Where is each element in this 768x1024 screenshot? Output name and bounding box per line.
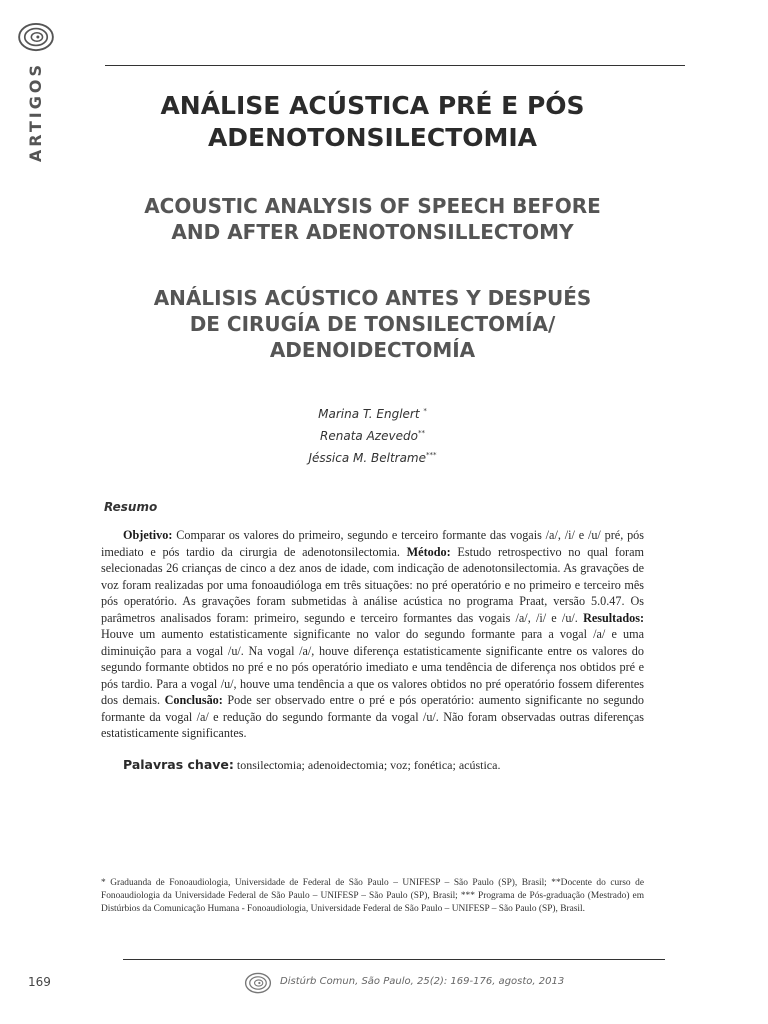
journal-logo-icon <box>17 22 55 52</box>
title-line: ADENOIDECTOMÍA <box>269 338 476 362</box>
title-english <box>100 193 645 245</box>
page-number: 169 <box>28 975 51 989</box>
objective-label: Objetivo: <box>123 528 173 542</box>
author: Jéssica M. Beltrame*** <box>308 451 437 465</box>
conclusion-text: Pode ser observado entre o pré e pós operatório: aumento significante no segundo formante da vogal /a/ e redução do segundo formante da vogal /u/. Não foram observadas outras diferenças estatisticamente significantes. <box>101 693 645 740</box>
results-text: Houve um aumento estatisticamente significante no valor do segundo formante para a vogal /a/ e uma diminuição para a vogal /u/. Na vogal /a/, houve diferença estatisticamente significante entre os valores do segundo formante obtidos no pré e no pós operatório imediato e uma tendência de diferença nos obtidos pré e pós tardio. Para a vogal /u/, houve uma tendência a que os valores obtidos no pré operatório fossem diferentes dos demais. <box>101 627 644 707</box>
method-label: Método: <box>406 544 451 559</box>
title-line: AND AFTER ADENOTONSILLECTOMY <box>171 220 574 244</box>
results-label: Resultados: <box>583 610 645 625</box>
keywords-label: Palavras chave: <box>123 757 234 772</box>
journal-logo-icon <box>244 972 272 994</box>
keywords <box>123 757 500 773</box>
author-list <box>100 402 645 468</box>
section-label: ARTIGOS <box>26 62 45 163</box>
author-mark: * <box>423 407 427 415</box>
title-line: ANÁLISIS ACÚSTICO ANTES Y DESPUÉS <box>153 286 592 310</box>
method-text: Estudo retrospectivo no qual foram selecionadas 26 crianças de cinco a dez anos de idade, com indicação de adenotonsilectomia. As gravações de voz foram realizadas por uma fonoaudióloga em três situações: no pré operatório e no primeiro e terceiro mês pós operatório. As gravações foram submetidas à análise acústica no programa Praat, versão 5.0.47. Os parâmetros analisados foram: primeiro, segundo e terceiro formantes das vogais /a/, /i/ e /u/. <box>101 544 644 625</box>
title-line: ADENOTONSILECTOMIA <box>207 123 538 152</box>
conclusion-label: Conclusão: <box>164 693 223 707</box>
abstract-heading: Resumo <box>104 500 158 514</box>
title-line: DE CIRUGÍA DE TONSILECTOMÍA/ <box>189 312 556 336</box>
author-mark: *** <box>426 451 437 459</box>
journal-citation: Distúrb Comun, São Paulo, 25(2): 169-176, agosto, 2013 <box>280 976 565 987</box>
affiliation-footnote: * Graduanda de Fonoaudiologia, Universidade de Federal de São Paulo – UNIFESP – São Paulo (SP), Brasil; **Docente do curso de Fonoaudiologia da Universidade Federal de São Paulo – UNIFESP – São Paulo (SP), Brasil; *** Programa de Pós-graduação (Mestrado) em Distúrbios da Comunicação Humana - Fonoaudiologia, Universidade Federal de São Paulo – UNIFESP – São Paulo (SP), Brasil. <box>101 878 644 914</box>
title-spanish <box>100 285 645 363</box>
title-line: ANÁLISE ACÚSTICA PRÉ E PÓS <box>160 91 585 120</box>
title-portuguese <box>100 90 645 154</box>
author-mark: ** <box>417 429 425 437</box>
author: Renata Azevedo** <box>320 429 425 443</box>
header-rule <box>105 65 685 66</box>
abstract-body <box>101 527 644 742</box>
title-line: ACOUSTIC ANALYSIS OF SPEECH BEFORE <box>144 194 601 218</box>
keywords-text: tonsilectomia; adenoidectomia; voz; fonética; acústica. <box>236 758 501 772</box>
author: Marina T. Englert * <box>318 407 427 421</box>
footer-rule <box>123 959 665 960</box>
objective-text: Comparar os valores do primeiro, segundo e terceiro formante das vogais /a/, /i/ e /u/ pré, pós imediato e pós tardio da cirurgia de adenotonsilectomia. <box>101 528 645 559</box>
